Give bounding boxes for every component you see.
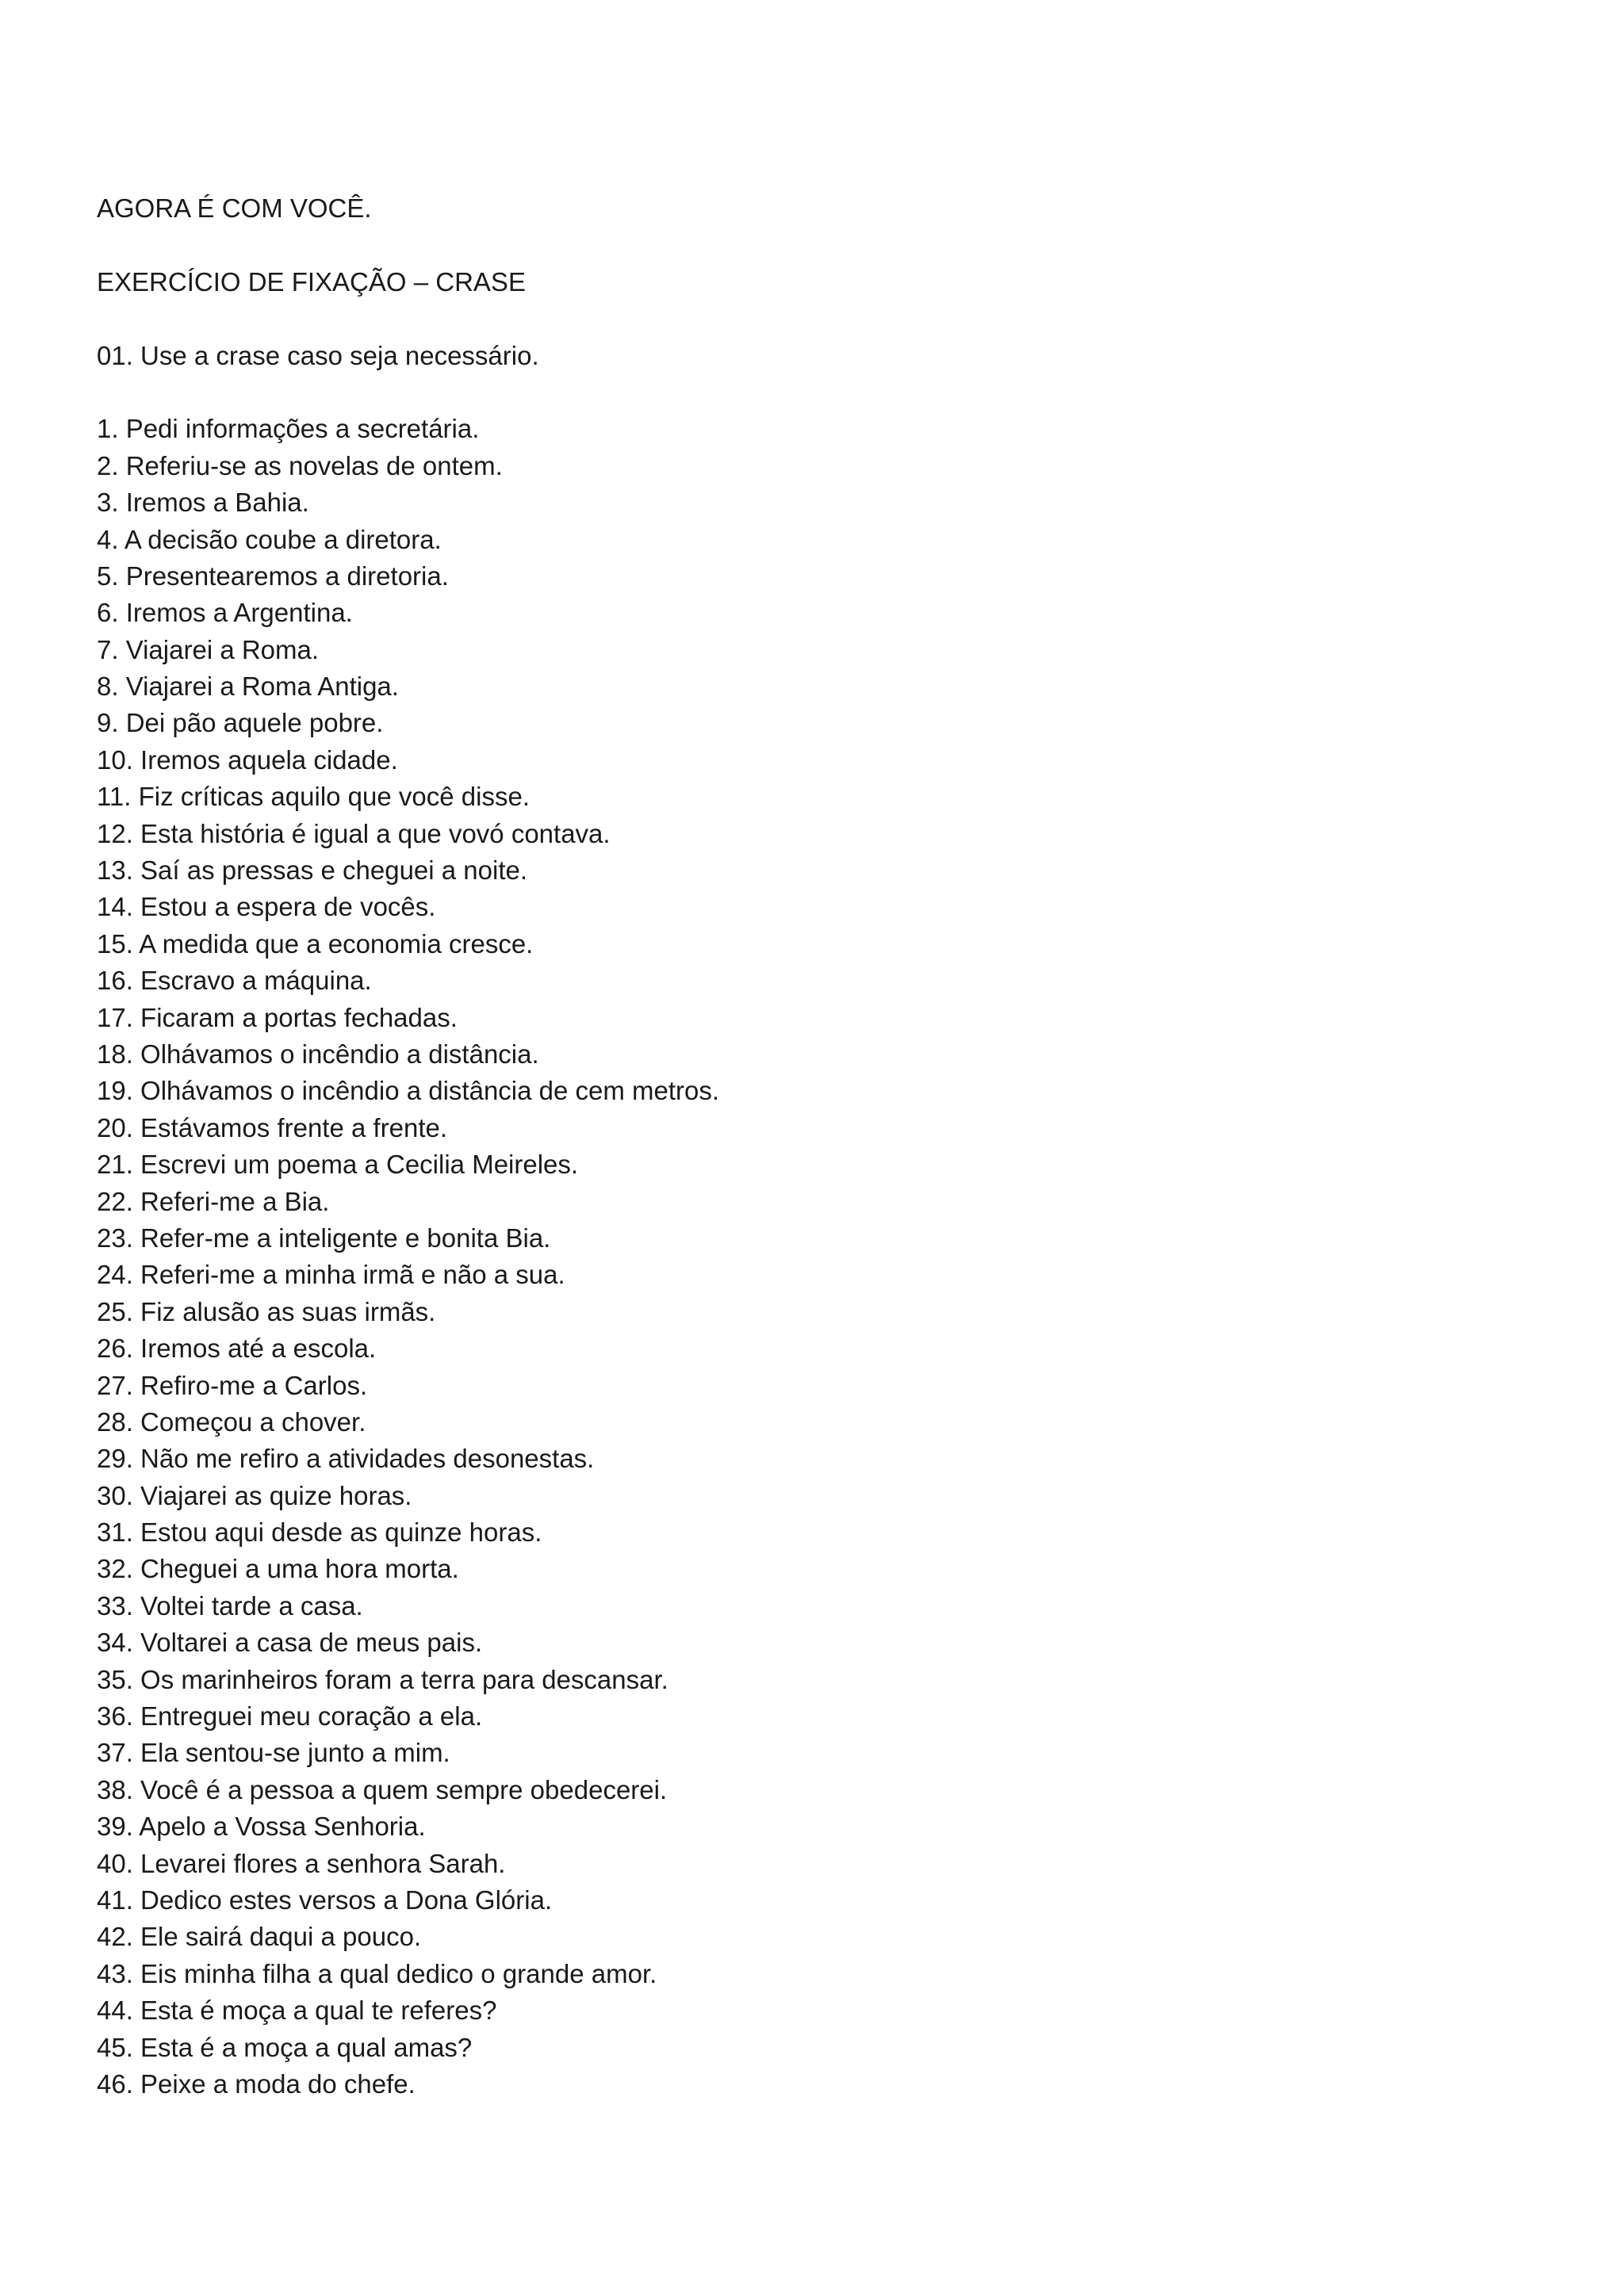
exercise-item: 1. Pedi informações a secretária. xyxy=(97,414,480,444)
exercise-item: 16. Escravo a máquina. xyxy=(97,966,372,996)
exercise-item: 46. Peixe a moda do chefe. xyxy=(97,2068,416,2099)
exercise-item: 38. Você é a pessoa a quem sempre obedecerei. xyxy=(97,1774,668,1804)
exercise-item: 28. Começou a chover. xyxy=(97,1406,366,1437)
exercise-item: 34. Voltarei a casa de meus pais. xyxy=(97,1628,483,1658)
exercise-item: 44. Esta é moça a qual te referes? xyxy=(97,1996,497,2026)
exercise-item: 2. Referiu-se as novelas de ontem. xyxy=(97,450,503,480)
exercise-item: 43. Eis minha filha a qual dedico o grande amor. xyxy=(97,1958,657,1988)
exercise-instruction: 01. Use a crase caso seja necessário. xyxy=(97,340,539,370)
exercise-item: 36. Entreguei meu coração a ela. xyxy=(97,1701,483,1732)
exercise-title: EXERCÍCIO DE FIXAÇÃO – CRASE xyxy=(97,266,526,297)
exercise-item: 11. Fiz críticas aquilo que você disse. xyxy=(97,782,530,812)
exercise-item: 25. Fiz alusão as suas irmãs. xyxy=(97,1296,436,1326)
exercise-item: 13. Saí as pressas e cheguei a noite. xyxy=(97,855,528,886)
exercise-item: 7. Viajarei a Roma. xyxy=(97,634,320,664)
exercise-item: 26. Iremos até a escola. xyxy=(97,1334,377,1364)
exercise-item: 17. Ficaram a portas fechadas. xyxy=(97,1002,458,1032)
exercise-item: 30. Viajarei as quize horas. xyxy=(97,1480,412,1510)
exercise-item: 20. Estávamos frente a frente. xyxy=(97,1112,448,1142)
exercise-item: 15. A medida que a economia cresce. xyxy=(97,928,534,959)
exercise-item: 21. Escrevi um poema a Cecilia Meireles. xyxy=(97,1150,579,1180)
exercise-item: 19. Olhávamos o incêndio a distância de cem metros. xyxy=(97,1076,720,1106)
exercise-item: 9. Dei pão aquele pobre. xyxy=(97,708,384,738)
exercise-item: 14. Estou a espera de vocês. xyxy=(97,892,436,922)
exercise-item: 31. Estou aqui desde as quinze horas. xyxy=(97,1517,542,1548)
exercise-item: 5. Presentearemos a diretoria. xyxy=(97,561,449,591)
exercise-item: 40. Levarei flores a senhora Sarah. xyxy=(97,1848,506,1878)
exercise-item: 10. Iremos aquela cidade. xyxy=(97,744,398,775)
exercise-item: 18. Olhávamos o incêndio a distância. xyxy=(97,1039,539,1069)
document-content xyxy=(97,190,1524,2103)
exercise-item: 4. A decisão coube a diretora. xyxy=(97,524,442,554)
exercise-item: 37. Ela sentou-se junto a mim. xyxy=(97,1738,450,1768)
exercise-item: 33. Voltei tarde a casa. xyxy=(97,1590,363,1621)
exercise-list xyxy=(97,411,1524,2103)
exercise-item: 22. Referi-me a Bia. xyxy=(97,1186,330,1216)
exercise-item: 6. Iremos a Argentina. xyxy=(97,598,353,628)
exercise-item: 3. Iremos a Bahia. xyxy=(97,488,309,518)
exercise-item: 42. Ele sairá daqui a pouco. xyxy=(97,1922,422,1952)
exercise-item: 29. Não me refiro a atividades desonestas. xyxy=(97,1444,595,1474)
exercise-item: 8. Viajarei a Roma Antiga. xyxy=(97,672,399,702)
exercise-item: 24. Referi-me a minha irmã e não a sua. xyxy=(97,1260,565,1290)
exercise-item: 41. Dedico estes versos a Dona Glória. xyxy=(97,1885,553,1915)
exercise-item: 39. Apelo a Vossa Senhoria. xyxy=(97,1812,426,1842)
exercise-item: 45. Esta é a moça a qual amas? xyxy=(97,2032,473,2062)
exercise-item: 23. Refer-me a inteligente e bonita Bia. xyxy=(97,1223,551,1253)
exercise-item: 32. Cheguei a uma hora morta. xyxy=(97,1554,459,1584)
exercise-item: 12. Esta história é igual a que vovó contava. xyxy=(97,818,611,848)
exercise-item: 27. Refiro-me a Carlos. xyxy=(97,1370,368,1400)
page-heading: AGORA É COM VOCÊ. xyxy=(97,193,372,223)
exercise-item: 35. Os marinheiros foram a terra para descansar. xyxy=(97,1664,668,1694)
